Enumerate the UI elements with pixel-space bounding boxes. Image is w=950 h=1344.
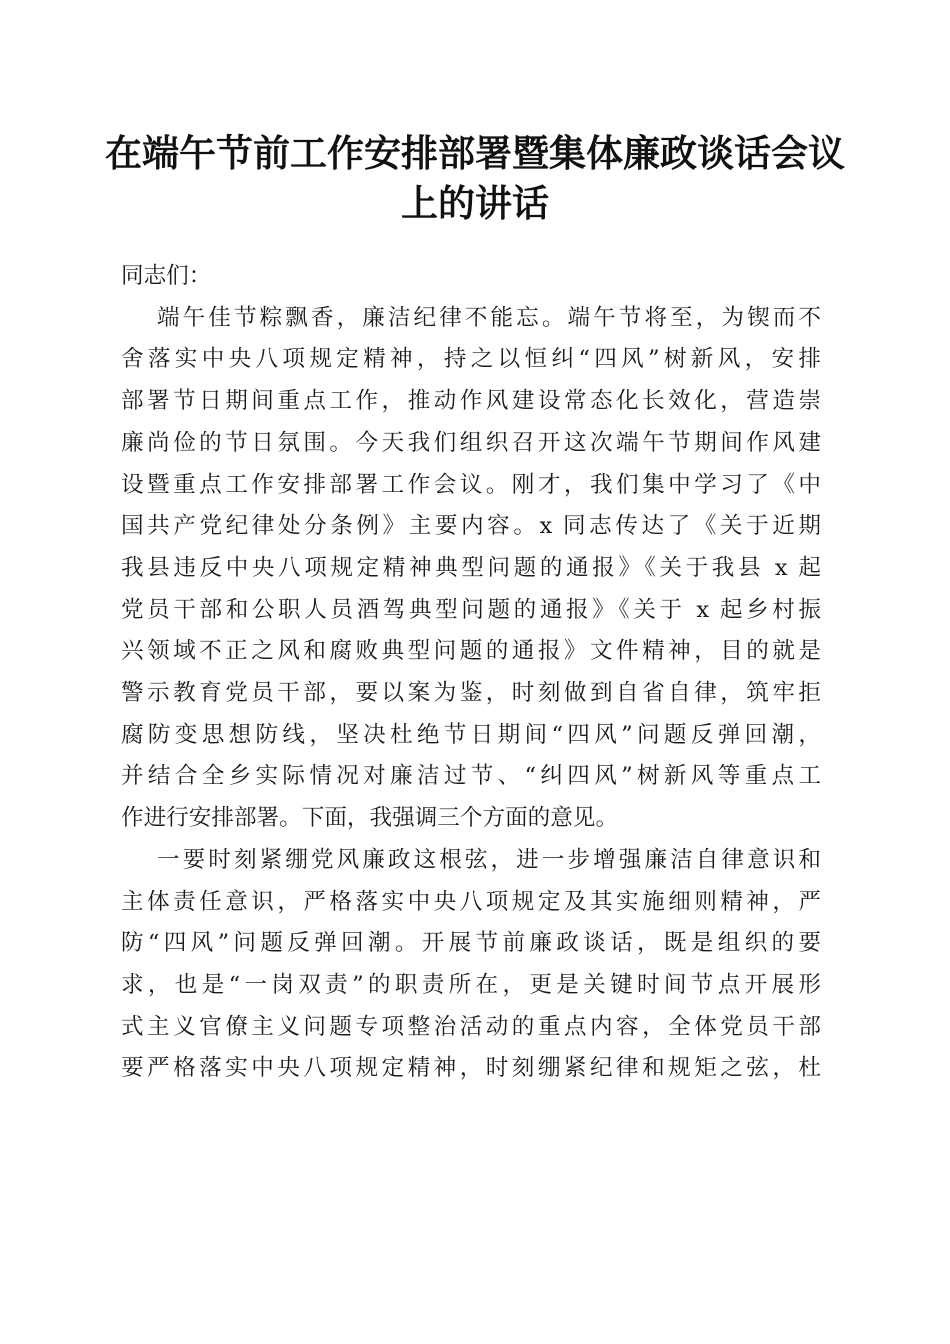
title-line-1: 在端午节前工作安排部署暨集体廉政谈话会议: [105, 131, 845, 175]
paragraph-line: 主体责任意识，严格落实中央八项规定及其实施细则精神，严: [121, 888, 821, 915]
paragraph-line: 部署节日期间重点工作，推动作风建设常态化长效化，营造崇: [121, 388, 821, 415]
paragraph-line: 求，也是“一岗双责”的职责所在，更是关键时间节点开展形: [121, 971, 821, 998]
paragraph-line: 设暨重点工作安排部署工作会议。刚才，我们集中学习了《中: [121, 471, 821, 498]
paragraph-line: 兴领域不正之风和腐败典型问题的通报》文件精神，目的就是: [121, 638, 821, 665]
paragraph-line: 式主义官僚主义问题专项整治活动的重点内容，全体党员干部: [121, 1013, 821, 1040]
paragraph-line: 警示教育党员干部，要以案为鉴，时刻做到自省自律，筑牢拒: [121, 680, 821, 707]
paragraph-line: 舍落实中央八项规定精神，持之以恒纠“四风”树新风，安排: [121, 346, 821, 373]
salutation: 同志们：: [121, 263, 212, 289]
paragraph-line: 端午佳节粽飘香，廉洁纪律不能忘。端午节将至，为锲而不: [157, 304, 821, 331]
paragraph-line: 作进行安排部署。下面，我强调三个方面的意见。: [121, 805, 619, 832]
paragraph-line: 一要时刻紧绷党风廉政这根弦，进一步增强廉洁自律意识和: [157, 846, 821, 873]
document-title: [100, 128, 850, 228]
paragraph-line: 我县违反中央八项规定精神典型问题的通报》《关于我县 x 起: [121, 554, 821, 581]
paragraph-line: 并结合全乡实际情况对廉洁过节、“纠四风”树新风等重点工: [121, 763, 821, 790]
paragraph-line: 防“四风”问题反弹回潮。开展节前廉政谈话，既是组织的要: [121, 930, 821, 957]
paragraph-line: 廉尚俭的节日氛围。今天我们组织召开这次端午节期间作风建: [121, 429, 821, 456]
title-line-2: 上的讲话: [401, 181, 549, 225]
paragraph-1: [121, 298, 821, 840]
paragraph-2: [121, 840, 821, 1090]
paragraph-line: 要严格落实中央八项规定精神，时刻绷紧纪律和规矩之弦，杜: [121, 1055, 821, 1082]
paragraph-line: 腐防变思想防线，坚决杜绝节日期间“四风”问题反弹回潮，: [121, 721, 821, 748]
paragraph-line: 党员干部和公职人员酒驾典型问题的通报》《关于 x 起乡村振: [121, 596, 821, 623]
paragraph-line: 国共产党纪律处分条例》主要内容。x 同志传达了《关于近期: [121, 513, 821, 540]
document-body: [121, 256, 821, 1090]
